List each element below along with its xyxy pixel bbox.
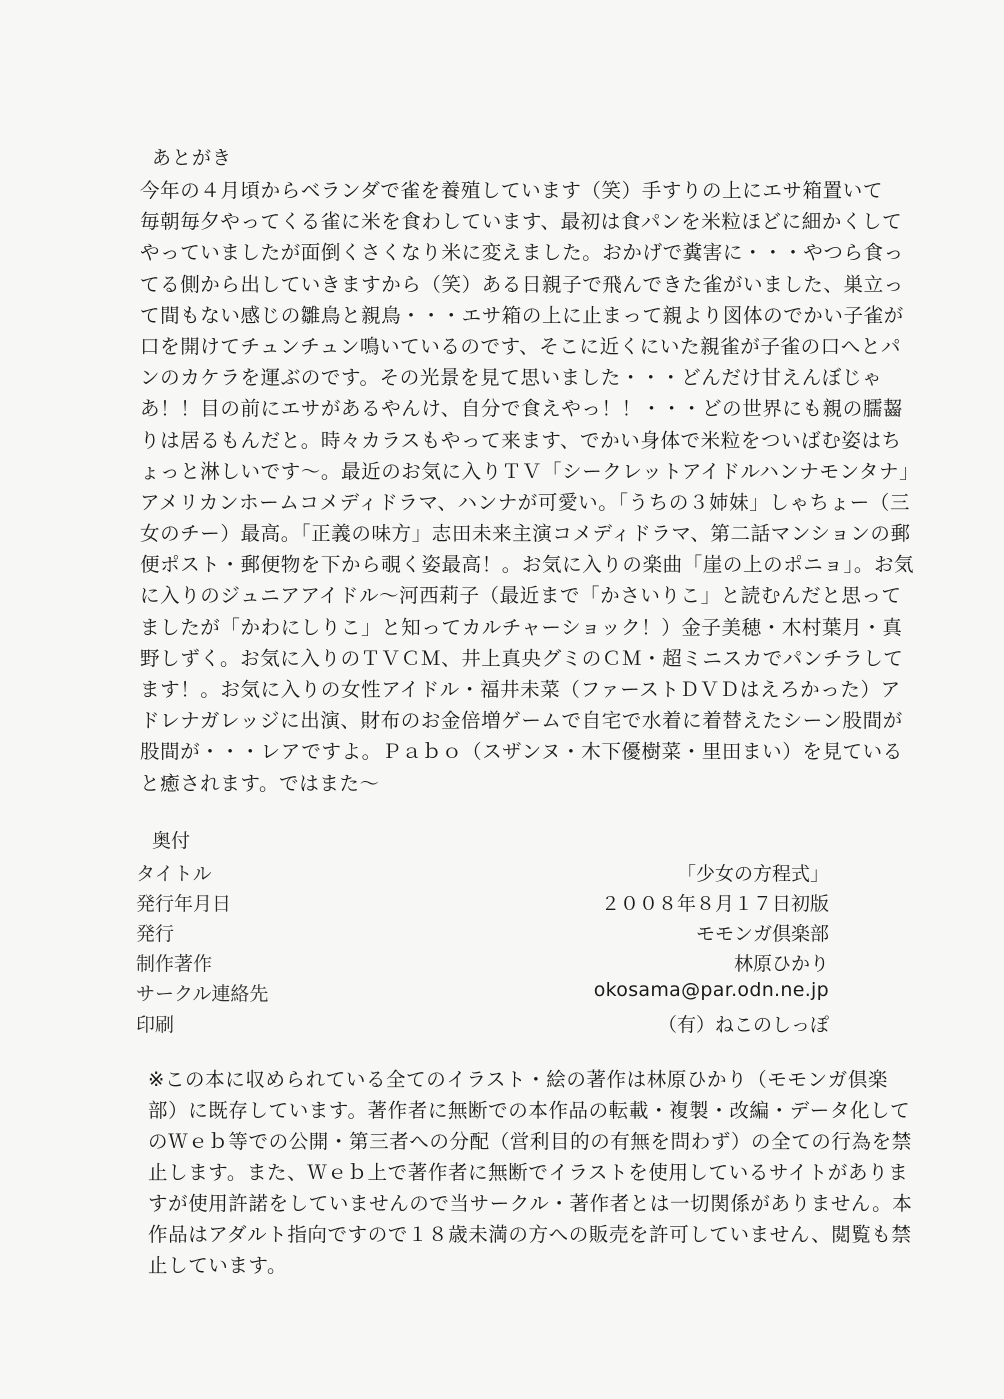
notice-line: 止します。また、Ｗｅｂ上で著作者に無断でイラストを使用しているサイトがありま <box>148 1161 909 1184</box>
copyright-notice <box>148 1064 913 1281</box>
colophon-heading: 奥付 <box>152 830 191 852</box>
colophon-value: ２００８年８月１７日初版 <box>600 893 829 915</box>
afterword-line: あ！！目の前にエサがあるやんけ、自分で食えやっ！！・・・どの世界にも親の臑齧 <box>140 397 904 421</box>
afterword-body <box>140 175 920 799</box>
afterword-line: アメリカンホームコメディドラマ、ハンナが可愛い。「うちの３姉妹」しゃちょー（三 <box>140 490 911 514</box>
colophon-row-date <box>0 889 1004 919</box>
colophon-row-publisher <box>0 919 1004 949</box>
afterword-line: 女のチー）最高。「正義の味方」志田未来主演コメディドラマ、第二話マンションの郵 <box>140 522 911 546</box>
afterword-line: 野しずく。お気に入りのＴＶＣＭ、井上真央グミのＣＭ・超ミニスカでパンチラして <box>140 646 904 670</box>
afterword-line: 股間が・・・レアですよ。Ｐａｂｏ（スザンヌ・木下優樹菜・里田まい）を見ている <box>140 740 903 764</box>
afterword-line: りは居るもんだと。時々カラスもやって来ます、でかい身体で米粒をついばむ姿はち <box>140 428 902 452</box>
afterword-line: て間もない感じの雛鳥と親鳥・・・エサ箱の上に止まって親より図体のでかい子雀が <box>140 303 904 327</box>
afterword-line: に入りのジュニアアイドル～河西莉子（最近まで「かさいりこ」と読むんだと思って <box>140 584 902 608</box>
notice-line: 作品はアダルト指向ですので１８歳未満の方への販売を許可していません、閲覧も禁 <box>148 1223 912 1246</box>
afterword-line: 今年の４月頃からベランダで雀を養殖しています（笑）手すりの上にエサ箱置いて <box>140 179 883 202</box>
colophon-email: okosama@par.odn.ne.jp <box>593 979 829 1001</box>
notice-line: 部）に既存しています。著作者に無断での本作品の転載・複製・改編・データ化して <box>148 1099 911 1122</box>
colophon-row-title <box>0 859 1004 889</box>
afterword-line: と癒されます。ではまた～ <box>140 771 380 795</box>
colophon-value: （有）ねこのしっぽ <box>657 1014 829 1036</box>
colophon-row-printer <box>0 1010 1004 1040</box>
afterword-line: てる側から出していきますから（笑）ある日親子で飛んできた雀がいました、巣立っ <box>140 272 904 296</box>
afterword-line: ます！。お気に入りの女性アイドル・福井未菜（ファーストＤＶＤはえろかった）ア <box>140 678 901 701</box>
notice-line: すが使用許諾をしていませんので当サークル・著作者とは一切関係がありません。本 <box>148 1192 913 1215</box>
afterword-heading: あとがき <box>152 147 233 169</box>
afterword-line: 毎朝毎夕やってくる雀に米を食わしています、最初は食パンを米粒ほどに細かくして <box>140 210 903 234</box>
afterword-line: ンのカケラを運ぶのです。その光景を見て思いました・・・どんだけ甘えんぼじゃ <box>140 366 883 390</box>
afterword-line: 口を開けてチュンチュン鳴いているのです、そこに近くにいた親雀が子雀の口へとパ <box>140 334 902 358</box>
afterword-line: ましたが「かわにしりこ」と知ってカルチャーショック！）金子美穂・木村葉月・真 <box>140 615 903 639</box>
colophon-row-author <box>0 949 1004 979</box>
colophon-label: 発行年月日 <box>136 893 232 915</box>
colophon-label: 印刷 <box>136 1014 175 1036</box>
colophon-label: タイトル <box>136 863 212 885</box>
afterword-line: ドレナガレッジに出演、財布のお金倍増ゲームで自宅で水着に着替えたシーン股間が <box>140 709 903 733</box>
colophon-label: 制作著作 <box>136 953 213 975</box>
notice-line: ※この本に収められている全てのイラスト・絵の著作は林原ひかり（モモンガ倶楽 <box>148 1068 888 1091</box>
afterword-line: 便ポスト・郵便物を下から覗く姿最高！。お気に入りの楽曲「崖の上のポニョ」。お気 <box>140 553 915 577</box>
colophon-label: サークル連絡先 <box>136 983 269 1005</box>
colophon-row-contact <box>0 979 1004 1009</box>
notice-line: 止しています。 <box>148 1254 288 1277</box>
afterword-line: やっていましたが面倒くさくなり米に変えました。おかげで糞害に・・・やつら食っ <box>140 241 904 265</box>
colophon-value: 「少女の方程式」 <box>676 863 829 885</box>
afterword-line: ょっと淋しいです～。最近のお気に入りＴＶ「シークレットアイドルハンナモンタナ」 <box>140 459 920 483</box>
colophon-label: 発行 <box>136 923 175 945</box>
colophon-value: モモンガ倶楽部 <box>695 923 829 945</box>
colophon-value: 林原ひかり <box>733 953 829 975</box>
notice-line: のＷｅｂ等での公開・第三者への分配（営利目的の有無を問わず）の全ての行為を禁 <box>148 1130 912 1153</box>
